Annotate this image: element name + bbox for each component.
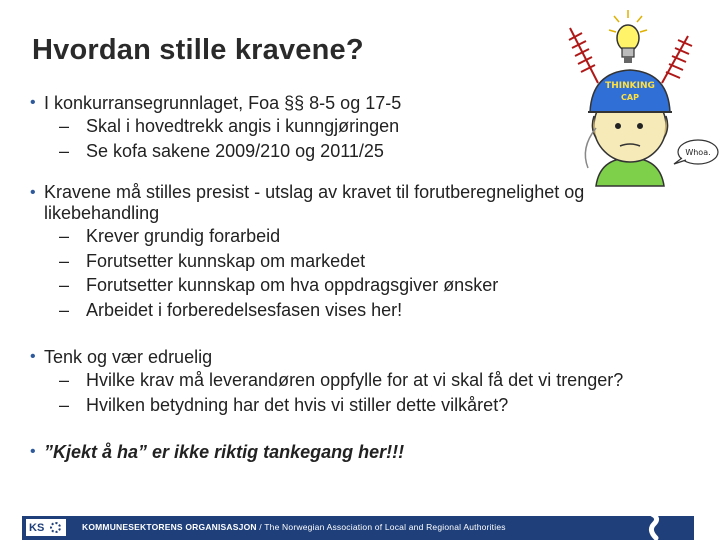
footer-organization (82, 522, 506, 532)
sub-marker: – (59, 394, 70, 415)
logo-ring-icon (50, 522, 61, 533)
bullet-marker: • (30, 443, 36, 460)
sub-marker: – (59, 250, 70, 271)
sub-marker: – (59, 275, 70, 295)
bullet-2-text: Kravene må stilles presist - utslag av kravet til forutberegnelighet og likebehandling (44, 182, 585, 223)
cap-label: THINKING (605, 81, 655, 91)
sub-marker: – (59, 370, 70, 390)
bullet-3-sub-1-text: Hvilke krav må leverandøren oppfylle for at vi skal få det vi trenger? (86, 370, 624, 390)
cap-label-2: CAP (621, 93, 639, 102)
ks-logo (26, 519, 66, 536)
antenna-left-icon (569, 28, 598, 83)
bullet-2-sub-3 (30, 273, 670, 298)
sub-marker: – (59, 116, 70, 136)
sub-marker: – (59, 299, 70, 320)
bullet-1-sub-1-text: Skal i hovedtrekk angis i kunngjøringen (86, 116, 400, 136)
light-bulb-icon (609, 10, 647, 63)
ks-logo-text: KS (29, 521, 45, 534)
bullet-marker: • (30, 94, 36, 111)
bullet-3-text: Tenk og vær edruelig (44, 347, 213, 367)
bullet-1-sub-2-text: Se kofa sakene 2009/210 og 2011/25 (86, 140, 384, 161)
footer-org-english: The Norwegian Association of Local and Regional Authorities (264, 522, 506, 532)
bullet-2-sub-3-text: Forutsetter kunnskap om hva oppdragsgiver ønsker (86, 275, 499, 295)
sub-marker: – (59, 140, 70, 161)
sub-marker: – (59, 226, 70, 246)
eye-left (615, 123, 621, 129)
bullet-2-sub-2 (30, 249, 670, 274)
footer-org-separator: / (256, 522, 265, 532)
bullet-2 (30, 182, 670, 224)
bullet-marker: • (30, 184, 36, 201)
bullet-3-sub-1 (30, 368, 670, 393)
bullet-3-sub-2 (30, 393, 670, 418)
thinking-cap-cartoon (560, 8, 720, 188)
bullet-3-sub-2-text: Hvilken betydning har det hvis vi stiller dette vilkåret? (86, 394, 509, 415)
speech-text: Whoa. (685, 148, 711, 157)
speech-bubble (674, 140, 718, 164)
bullet-4-text: ”Kjekt å ha” er ikke riktig tankegang her!!! (44, 442, 405, 462)
bullet-marker: • (30, 348, 36, 365)
thinking-cap (590, 70, 670, 112)
footer-org-main: KOMMUNESEKTORENS ORGANISASJON (82, 522, 257, 532)
bullet-2-sub-2-text: Forutsetter kunnskap om markedet (86, 250, 366, 271)
slide-title: Hvordan stille kravene? (32, 34, 364, 66)
bullet-4 (30, 441, 670, 463)
bullet-1-text: I konkurransegrunnlaget, Foa §§ 8-5 og 17-5 (44, 93, 402, 113)
antenna-right-icon (662, 36, 692, 83)
bullet-3 (30, 346, 670, 368)
bullet-2-sub-1 (30, 224, 670, 249)
eye-right (637, 123, 643, 129)
footer-swoosh-icon (634, 510, 664, 540)
bullet-2-sub-4 (30, 298, 670, 323)
bullet-2-sub-1-text: Krever grundig forarbeid (86, 226, 281, 246)
footer-bar (22, 516, 694, 540)
bullet-2-sub-4-text: Arbeidet i forberedelsesfasen vises her! (86, 299, 403, 320)
